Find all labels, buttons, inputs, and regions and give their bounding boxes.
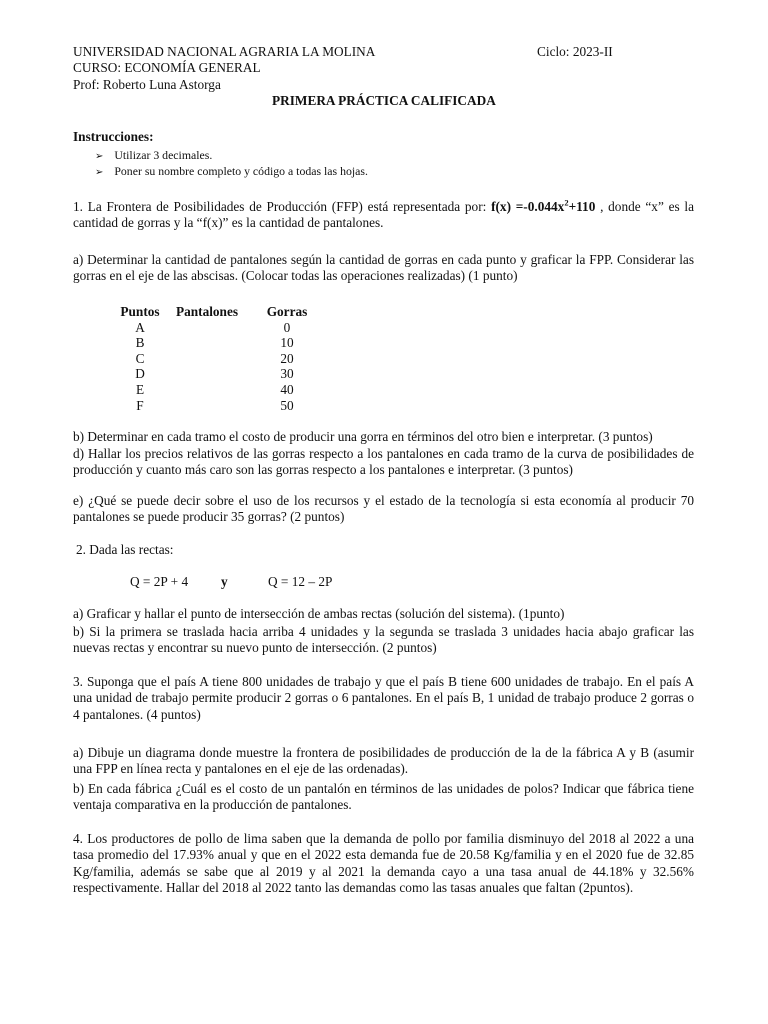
q3-part-a: a) Dibuje un diagrama donde muestre la frontera de posibilidades de producción de la de la fábrica A y B (asumir una FPP en línea recta y pantalones en el eje de las ordenadas). bbox=[73, 745, 694, 777]
q3-part-b: b) En cada fábrica ¿Cuál es el costo de un pantalón en términos de las unidades de polos? Indicar que fábrica tiene ventaja comparativa en la producción de pantalones. bbox=[73, 781, 694, 813]
gorras-cell: 20 bbox=[280, 350, 294, 366]
pantalones-cell bbox=[167, 398, 247, 414]
q2-part-b: b) Si la primera se traslada hacia arriba 4 unidades y la segunda se traslada 3 unidades hacia abajo graficar las nuevas rectas y encontrar su nuevo punto de intersección. (2 puntos) bbox=[73, 624, 694, 656]
table-row bbox=[113, 351, 327, 367]
exam-title: PRIMERA PRÁCTICA CALIFICADA bbox=[272, 93, 496, 108]
q2-intro: 2. Dada las rectas: bbox=[76, 542, 174, 557]
col-header-pantalones: Pantalones bbox=[175, 304, 239, 319]
q2-part-a: a) Graficar y hallar el punto de intersección de ambas rectas (solución del sistema). (1punto) bbox=[73, 606, 565, 621]
table-header-row bbox=[113, 304, 327, 320]
q3-statement: 3. Suponga que el país A tiene 800 unidades de trabajo y que el país B tiene 600 unidades de trabajo. En el país A una unidad de trabajo permite producir 2 gorras o 6 pantalones. En el país B, 1 unidad de trabajo produce 2 gorras o 4 pantalones. (4 puntos) bbox=[73, 674, 694, 722]
professor-name: Prof: Roberto Luna Astorga bbox=[73, 77, 221, 92]
point-label: F bbox=[136, 397, 144, 413]
instructions-heading: Instrucciones: bbox=[73, 129, 154, 144]
table-row bbox=[113, 366, 327, 382]
instruction-item: ➢ Poner su nombre completo y código a todas las hojas. bbox=[95, 164, 368, 178]
point-label: B bbox=[135, 335, 145, 351]
q1-part-d: d) Hallar los precios relativos de las gorras respecto a los pantalones en cada tramo de la curva de posibilidades de producción y cuanto más caro son las gorras respecto a los pantalones e interpretar. (3 puntos) bbox=[73, 446, 694, 478]
arrow-bullet-icon: ➢ bbox=[95, 167, 104, 178]
q2-equation-1: Q = 2P + 4 bbox=[130, 574, 189, 589]
gorras-cell: 50 bbox=[280, 397, 294, 413]
q1-part-b: b) Determinar en cada tramo el costo de producir una gorra en términos del otro bien e interpretar. (3 puntos) bbox=[73, 429, 653, 444]
gorras-cell: 0 bbox=[283, 319, 291, 335]
q2-equation-2: Q = 12 – 2P bbox=[268, 574, 333, 589]
col-header-gorras: Gorras bbox=[266, 304, 308, 319]
point-label: E bbox=[135, 381, 145, 397]
arrow-bullet-icon: ➢ bbox=[95, 151, 104, 162]
table-row bbox=[113, 320, 327, 336]
point-label: A bbox=[135, 319, 145, 335]
table-row bbox=[113, 382, 327, 398]
col-header-puntos: Puntos bbox=[120, 304, 160, 319]
point-label: D bbox=[135, 366, 145, 382]
q1-part-e: e) ¿Qué se puede decir sobre el uso de los recursos y el estado de la tecnología si esta economía al producir 70 pantalones se puede producir 35 gorras? (2 puntos) bbox=[73, 493, 694, 525]
point-label: C bbox=[135, 350, 145, 366]
instruction-item: ➢ Utilizar 3 decimales. bbox=[95, 148, 213, 162]
q4-statement: 4. Los productores de pollo de lima saben que la demanda de pollo por familia disminuyo del 2018 al 2022 a una tasa promedio del 17.93% anual y que en el 2022 esta demanda fue de 20.58 Kg/familia y en el 2020 fue de 32.85 Kg/familia, además se sabe que al 2019 y al 2021 la demanda cayo a una tasa anual de 44.18% y 32.56% respectivamente. Hallar del 2018 al 2022 tanto las demandas como las tasas anuales que faltan (2puntos). bbox=[73, 831, 694, 896]
q1-formula: $f(x) =-0.044x^2+110$ bbox=[491, 197, 596, 214]
pantalones-cell bbox=[167, 335, 247, 351]
q1-statement: 1. La Frontera de Posibilidades de Producción (FFP) está representada por: $f(x) =-0.044x^2+110$ , donde “x” es la cantidad de gorras y la “f(x)” es la cantidad de pantalones. bbox=[73, 197, 694, 231]
pantalones-cell bbox=[167, 366, 247, 382]
gorras-cell: 30 bbox=[280, 366, 294, 382]
university-name: UNIVERSIDAD NACIONAL AGRARIA LA MOLINA bbox=[73, 44, 376, 59]
gorras-cell: 10 bbox=[280, 335, 294, 351]
points-table bbox=[113, 304, 327, 413]
table-row bbox=[113, 398, 327, 414]
cycle-label: Ciclo: 2023-II bbox=[537, 44, 613, 59]
gorras-cell: 40 bbox=[280, 381, 294, 397]
course-name: CURSO: ECONOMÍA GENERAL bbox=[73, 60, 261, 75]
table-row bbox=[113, 335, 327, 351]
q2-conjunction: y bbox=[221, 574, 228, 589]
pantalones-cell bbox=[167, 320, 247, 336]
pantalones-cell bbox=[167, 382, 247, 398]
q1-part-a: a) Determinar la cantidad de pantalones según la cantidad de gorras en cada punto y graficar la FPP. Considerar las gorras en el eje de las abscisas. (Colocar todas las operaciones realizadas) (1 punto) bbox=[73, 252, 694, 284]
pantalones-cell bbox=[167, 351, 247, 367]
